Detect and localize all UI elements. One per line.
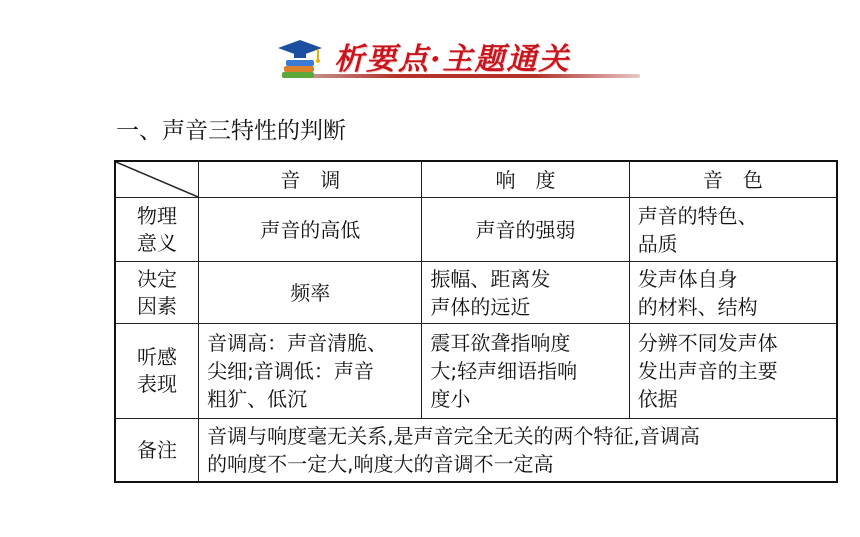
cell-timbre: 分辨不同发声体 发出声音的主要 依据 (629, 324, 837, 419)
table-header-row (115, 161, 837, 198)
note-label: 备注 (115, 419, 199, 483)
table-row (115, 198, 837, 262)
cell-pitch: 音调高：声音清脆、 尖细;音调低：声音 粗犷、低沉 (199, 324, 422, 419)
header-timbre: 音 色 (629, 161, 837, 198)
section-heading: 一、声音三特性的判断 (116, 118, 346, 144)
cell-pitch: 声音的高低 (199, 198, 422, 262)
row-label: 物理 意义 (115, 198, 199, 262)
cell-loudness: 震耳欲聋指响度 大;轻声细语指响 度小 (422, 324, 629, 419)
cell-timbre: 发声体自身 的材料、结构 (629, 262, 837, 324)
header-loudness: 响 度 (422, 161, 629, 198)
section-banner (278, 30, 648, 86)
row-label: 决定 因素 (115, 262, 199, 324)
note-text: 音调与响度毫无关系,是声音完全无关的两个特征,音调高 的响度不一定大,响度大的音调不一定高 (199, 419, 837, 483)
diagonal-header-cell (115, 161, 199, 198)
graduation-cap-books-icon (278, 36, 324, 80)
table-row-note (115, 419, 837, 483)
table-row (115, 262, 837, 324)
cell-loudness: 振幅、距离发 声体的远近 (422, 262, 629, 324)
banner-title: 析要点·主题通关 (334, 42, 571, 77)
sound-properties-table (114, 160, 838, 483)
row-label: 听感 表现 (115, 324, 199, 419)
table-row (115, 324, 837, 419)
header-pitch: 音 调 (199, 161, 422, 198)
cell-loudness: 声音的强弱 (422, 198, 629, 262)
cell-timbre: 声音的特色、 品质 (629, 198, 837, 262)
cell-pitch: 频率 (199, 262, 422, 324)
